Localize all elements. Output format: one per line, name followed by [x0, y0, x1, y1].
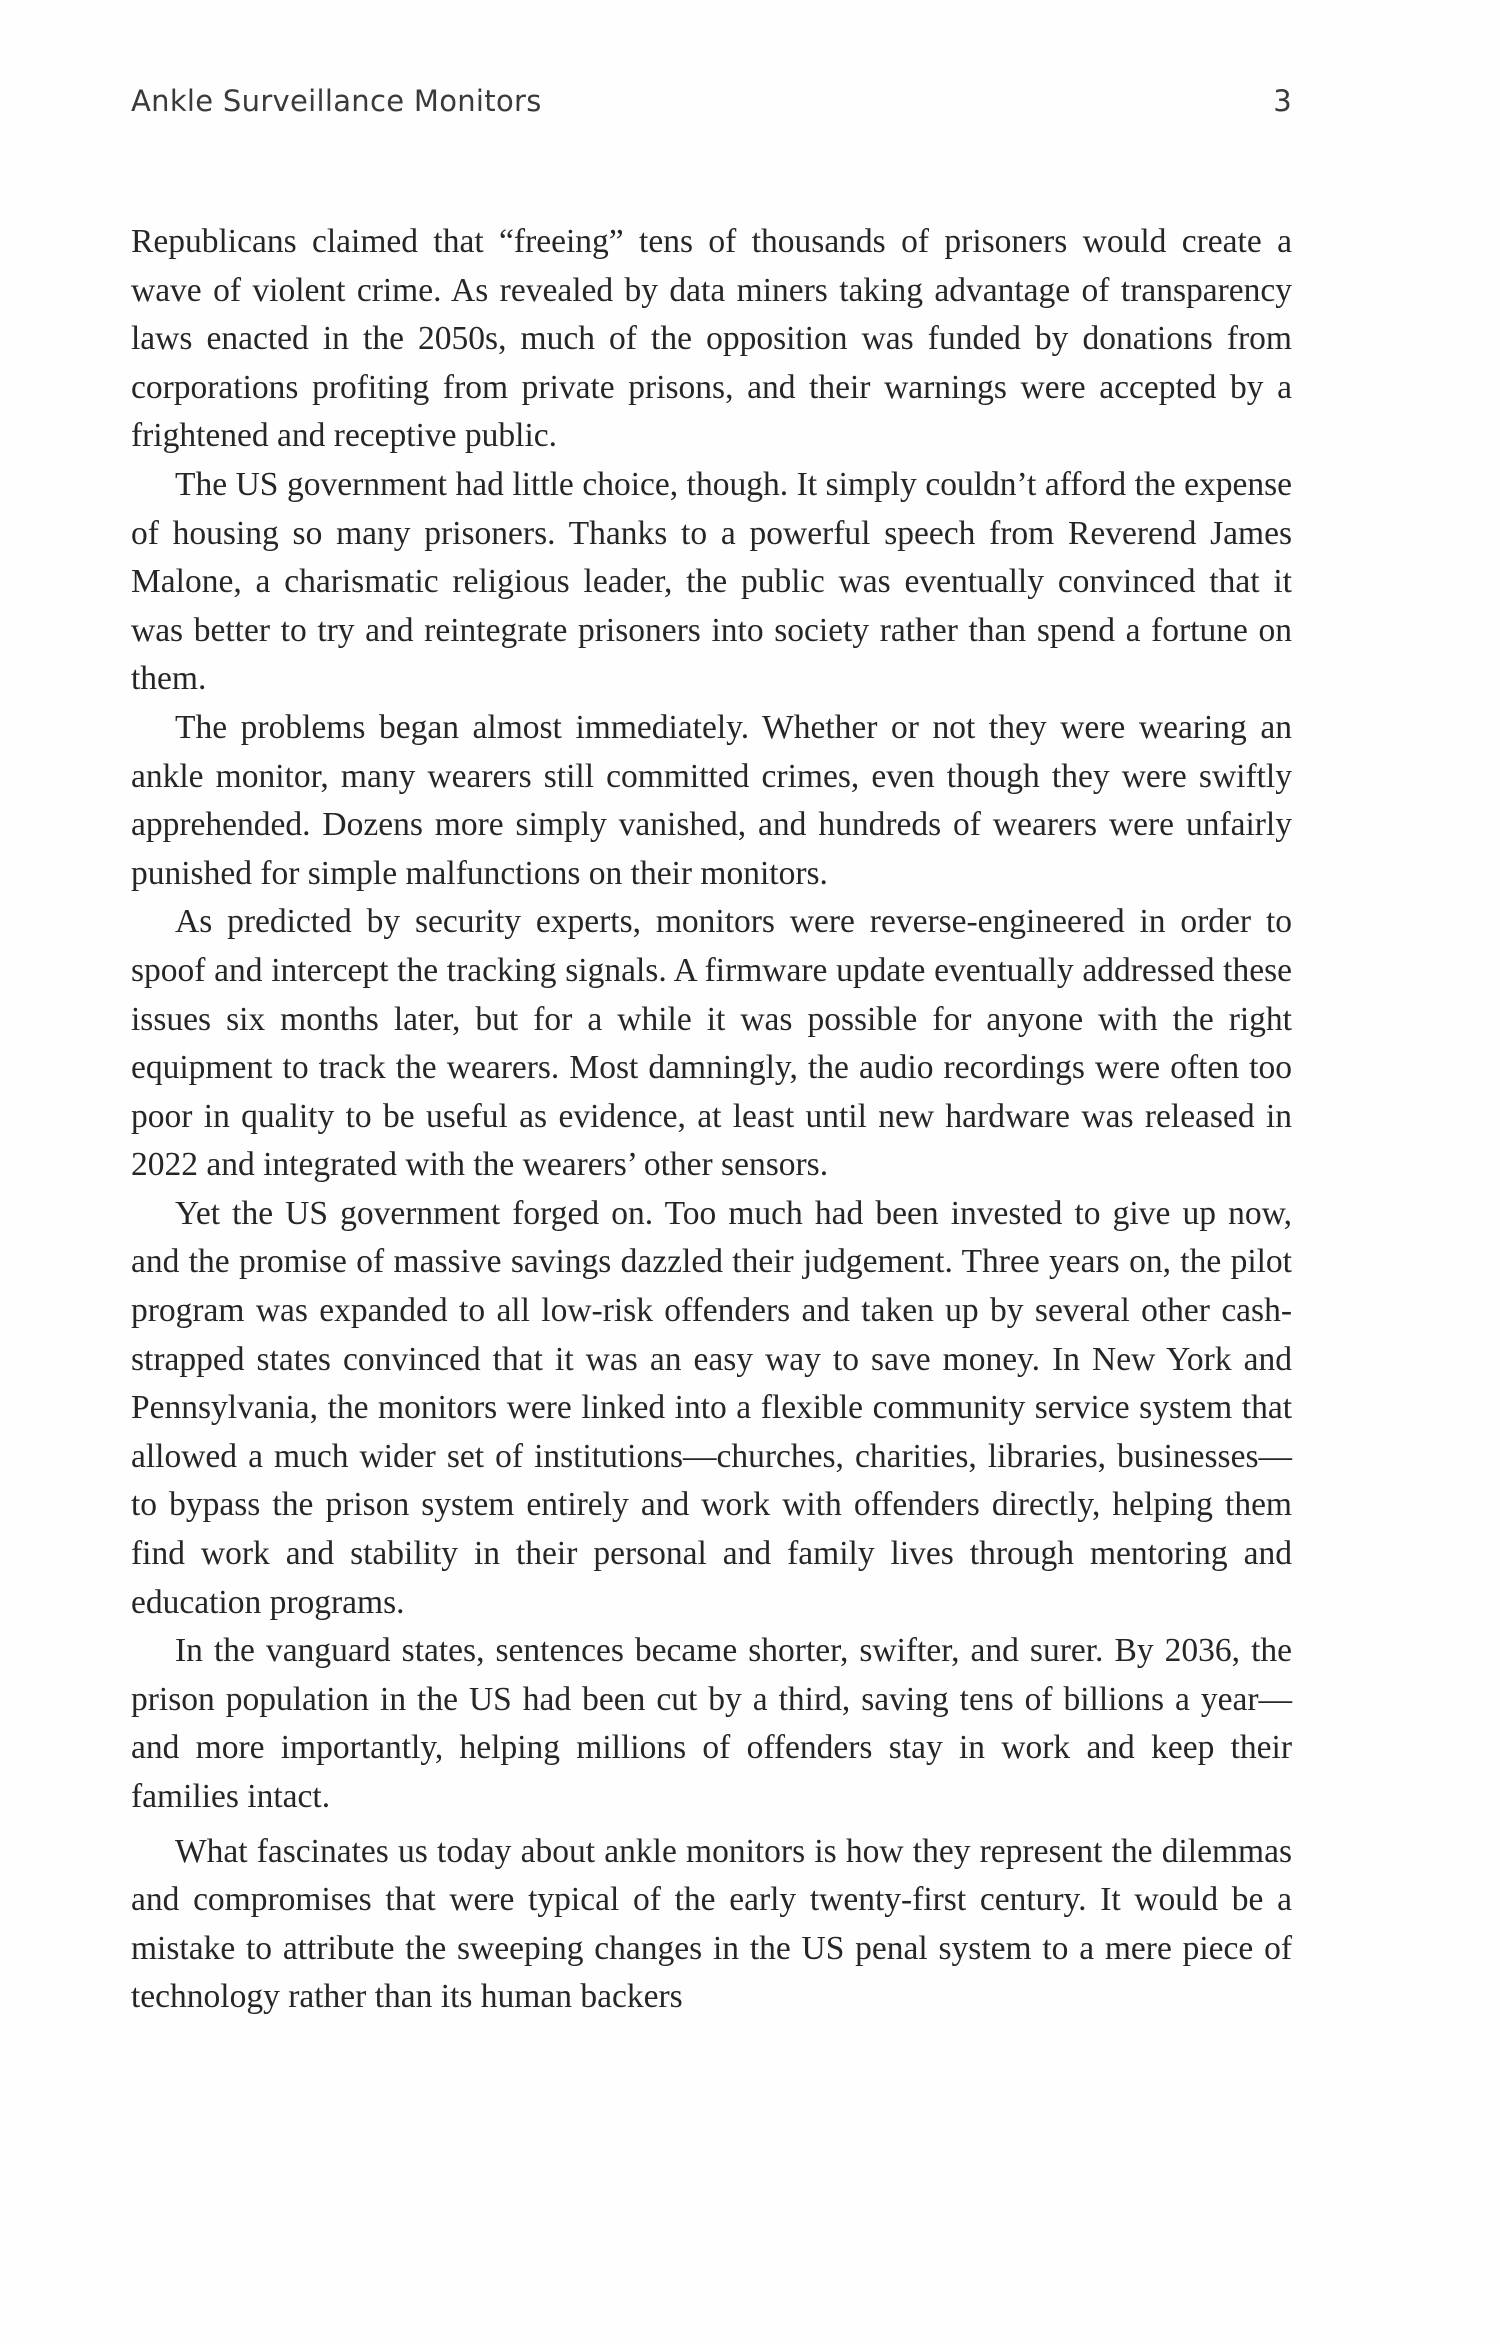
paragraph: Yet the US government forged on. Too much had been invested to give up now, and the promise of massive savings dazzled their judgement. Three years on, the pilot program was expanded to all low-risk offenders and taken up by several other cash-strapped states convinced that it was an easy way to save money. In New York and Pennsylvania, the monitors were linked into a flexible community service system that allowed a much wider set of institutions—churches, charities, libraries, businesses—to bypass the prison system entirely and work with offenders directly, helping them find work and stability in their personal and family lives through mentoring and education programs. [131, 1194, 1292, 1621]
paragraph: The US government had little choice, though. It simply couldn’t afford the expense of housing so many prisoners. Thanks to a powerful speech from Reverend James Malone, a charismatic religious leader, the public was eventually convinced that it was better to try and reintegrate prisoners into society rather than spend a fortune on them. [131, 465, 1292, 698]
running-head [131, 84, 1292, 128]
body-text [131, 218, 1292, 2022]
paragraph: As predicted by security experts, monitors were reverse-engineered in order to spoof and intercept the tracking signals. A firmware update eventually addressed these issues six months later, but for a while it was possible for anyone with the right equipment to track the wearers. Most damningly, the audio recordings were often too poor in quality to be useful as evidence, at least until new hardware was released in 2022 and integrated with the wearers’ other sensors. [131, 903, 1292, 1184]
page-number: 3 [1273, 84, 1292, 118]
paragraph: What fascinates us today about ankle monitors is how they represent the dilemmas and compromises that were typical of the early twenty-first century. It would be a mistake to attribute the sweeping changes in the US penal system to a mere piece of technology rather than its human backers [131, 1832, 1292, 2016]
paragraph: Republicans claimed that “freeing” tens of thousands of prisoners would create a wave of violent crime. As revealed by data miners taking advantage of transparency laws enacted in the 2050s, much of the opposition was funded by donations from corporations profiting from private prisons, and their warnings were accepted by a frightened and receptive public. [131, 223, 1292, 455]
paragraph: The problems began almost immediately. Whether or not they were wearing an ankle monitor, many wearers still committed crimes, even though they were swiftly apprehended. Dozens more simply vanished, and hundreds of wearers were unfairly punished for simple malfunctions on their monitors. [131, 708, 1292, 892]
running-title: Ankle Surveillance Monitors [131, 84, 542, 118]
paragraph: In the vanguard states, sentences became shorter, swifter, and surer. By 2036, the prison population in the US had been cut by a third, saving tens of billions a year—and more importantly, helping millions of offenders stay in work and keep their families intact. [131, 1632, 1292, 1815]
